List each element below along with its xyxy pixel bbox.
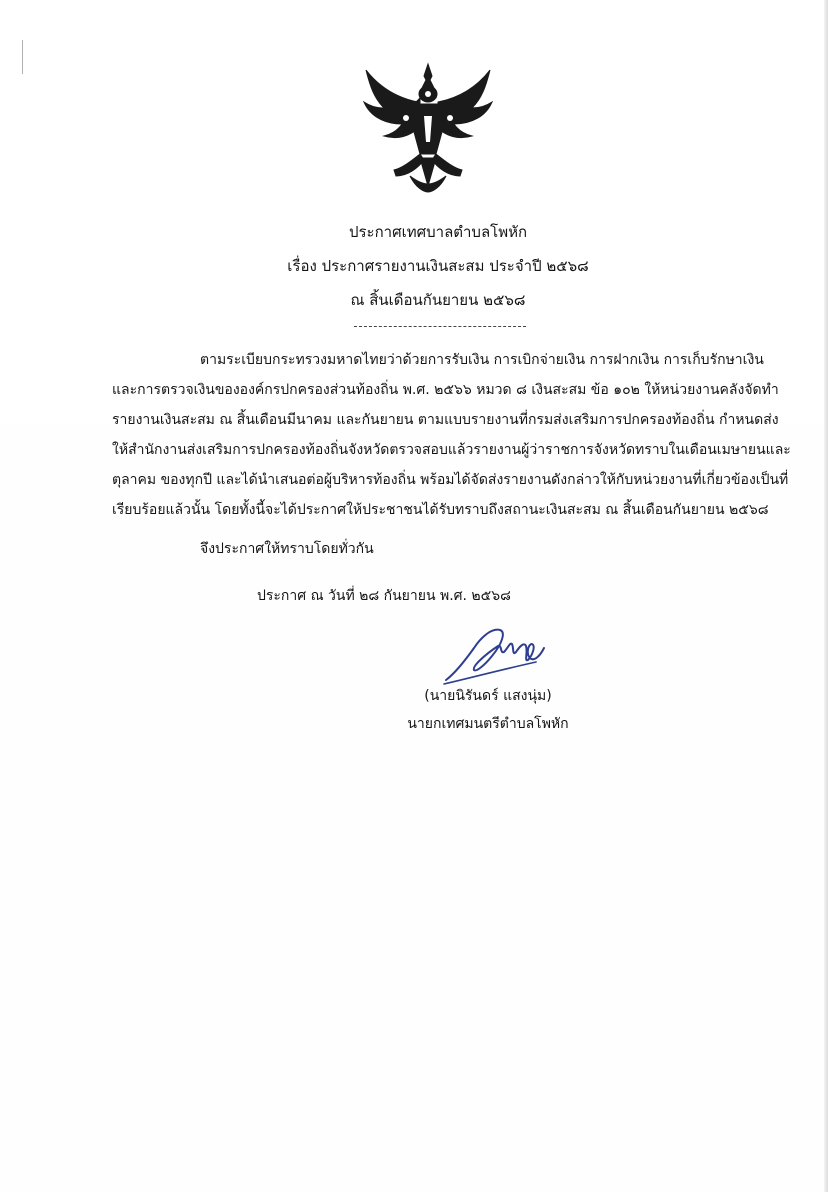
subject-heading: เรื่อง ประกาศรายงานเงินสะสม ประจำปี ๒๕๖๘ (287, 257, 589, 275)
handwritten-signature (440, 618, 550, 688)
dashed-divider (354, 326, 526, 327)
margin-mark (22, 40, 23, 74)
body-paragraph-line: เรียบร้อยแล้วนั้น โดยทั้งนี้จะได้ประกาศให้ประชาชนได้รับทราบถึงสถานะเงินสะสม ณ สิ้นเดือนกันยายน ๒๕๖๘ (112, 502, 769, 518)
signatory-name: (นายนิรันดร์ แสงนุ่ม) (424, 688, 552, 704)
issuer-heading: ประกาศเทศบาลตำบลโพหัก (348, 223, 528, 241)
page-edge-shadow (824, 0, 828, 1192)
body-paragraph-line: ตุลาคม ของทุกปี และได้นำเสนอต่อผู้บริหารท้องถิ่น พร้อมได้จัดส่งรายงานดังกล่าวให้กับหน่วยงานที่เกี่ยวข้องเป็นที่ (112, 472, 789, 488)
body-paragraph-line: และการตรวจเงินขององค์กรปกครองส่วนท้องถิ่น พ.ศ. ๒๕๖๖ หมวด ๘ เงินสะสม ข้อ ๑๐๒ ให้หน่วยงานคลังจัดทำ (112, 382, 779, 398)
closing-statement: จึงประกาศให้ทราบโดยทั่วกัน (200, 541, 374, 557)
announcement-date: ประกาศ ณ วันที่ ๒๘ กันยายน พ.ศ. ๒๕๖๘ (257, 588, 511, 604)
garuda-emblem-icon (358, 58, 498, 198)
body-paragraph-line: ให้สำนักงานส่งเสริมการปกครองท้องถิ่นจังหวัดตรวจสอบแล้วรายงานผู้ว่าราชการจังหวัดทราบในเดือนเมษายนและ (112, 442, 791, 458)
body-paragraph-line: รายงานเงินสะสม ณ สิ้นเดือนมีนาคม และกันยายน ตามแบบรายงานที่กรมส่งเสริมการปกครองท้องถิ่น กำหนดส่ง (112, 412, 779, 428)
signatory-title: นายกเทศมนตรีตำบลโพหัก (407, 716, 569, 732)
as-of-heading: ณ สิ้นเดือนกันยายน ๒๕๖๘ (350, 291, 526, 309)
body-paragraph-line: ตามระเบียบกระทรวงมหาดไทยว่าด้วยการรับเงิน การเบิกจ่ายเงิน การฝากเงิน การเก็บรักษาเงิน (200, 352, 764, 368)
